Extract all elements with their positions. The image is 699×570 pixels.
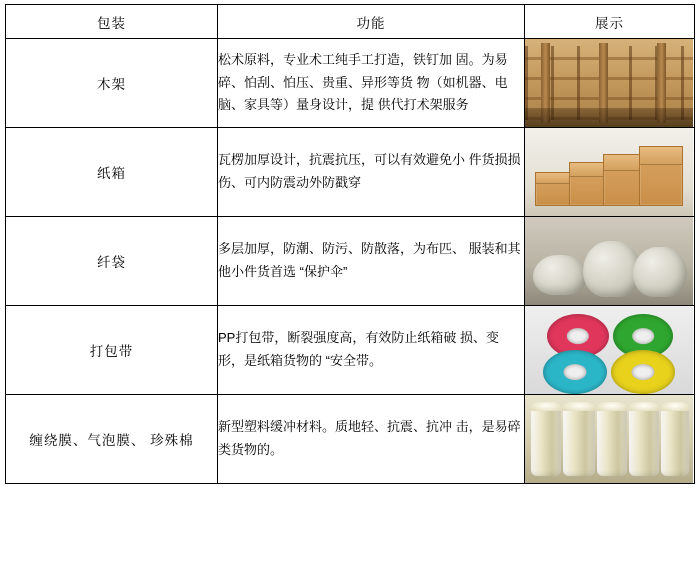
column-header-function: 功能 xyxy=(218,5,525,39)
table-header-row xyxy=(6,5,695,39)
cell-packaging-name: 纤袋 xyxy=(6,217,218,306)
table-row xyxy=(6,306,695,395)
table-row xyxy=(6,39,695,128)
cell-packaging-function: PP打包带，断裂强度高，有效防止纸箱破 损、变形，是纸箱货物的 “安全带。 xyxy=(218,306,525,395)
table-row xyxy=(6,128,695,217)
table-row xyxy=(6,217,695,306)
cell-packaging-demo xyxy=(525,217,695,306)
cell-packaging-function: 瓦楞加厚设计，抗震抗压，可以有效避免小 件货损损伤、可内防震动外防戳穿 xyxy=(218,128,525,217)
table-row xyxy=(6,395,695,484)
strapping-rolls-photo xyxy=(525,306,693,394)
carton-boxes-photo xyxy=(525,128,693,216)
cell-packaging-name: 缠绕膜、气泡膜、 珍殊棉 xyxy=(6,395,218,484)
cell-packaging-demo xyxy=(525,395,695,484)
cell-packaging-demo xyxy=(525,39,695,128)
cell-packaging-name: 纸箱 xyxy=(6,128,218,217)
cell-packaging-demo xyxy=(525,306,695,395)
cell-packaging-name: 木架 xyxy=(6,39,218,128)
packaging-table xyxy=(5,4,695,484)
cell-packaging-function: 新型塑料缓冲材料。质地轻、抗震、抗冲 击，是易碎类货物的。 xyxy=(218,395,525,484)
table-header xyxy=(6,5,695,39)
table-body xyxy=(6,39,695,484)
cell-packaging-function: 松术原料，专业术工纯手工打造，铁钉加 固。为易碎、怕刮、怕压、贵重、异形等货 物（如机器、电脑、家具等）量身设计，提 供代打术架服务 xyxy=(218,39,525,128)
cell-packaging-demo xyxy=(525,128,695,217)
cell-packaging-name: 打包带 xyxy=(6,306,218,395)
column-header-packaging: 包装 xyxy=(6,5,218,39)
cell-packaging-function: 多层加厚，防潮、防污、防散落，为布匹、 服装和其他小件货首选 “保护伞” xyxy=(218,217,525,306)
stretch-film-photo xyxy=(525,395,693,483)
column-header-display: 展示 xyxy=(525,5,695,39)
wooden-crate-photo xyxy=(525,39,693,127)
woven-sacks-photo xyxy=(525,217,693,305)
